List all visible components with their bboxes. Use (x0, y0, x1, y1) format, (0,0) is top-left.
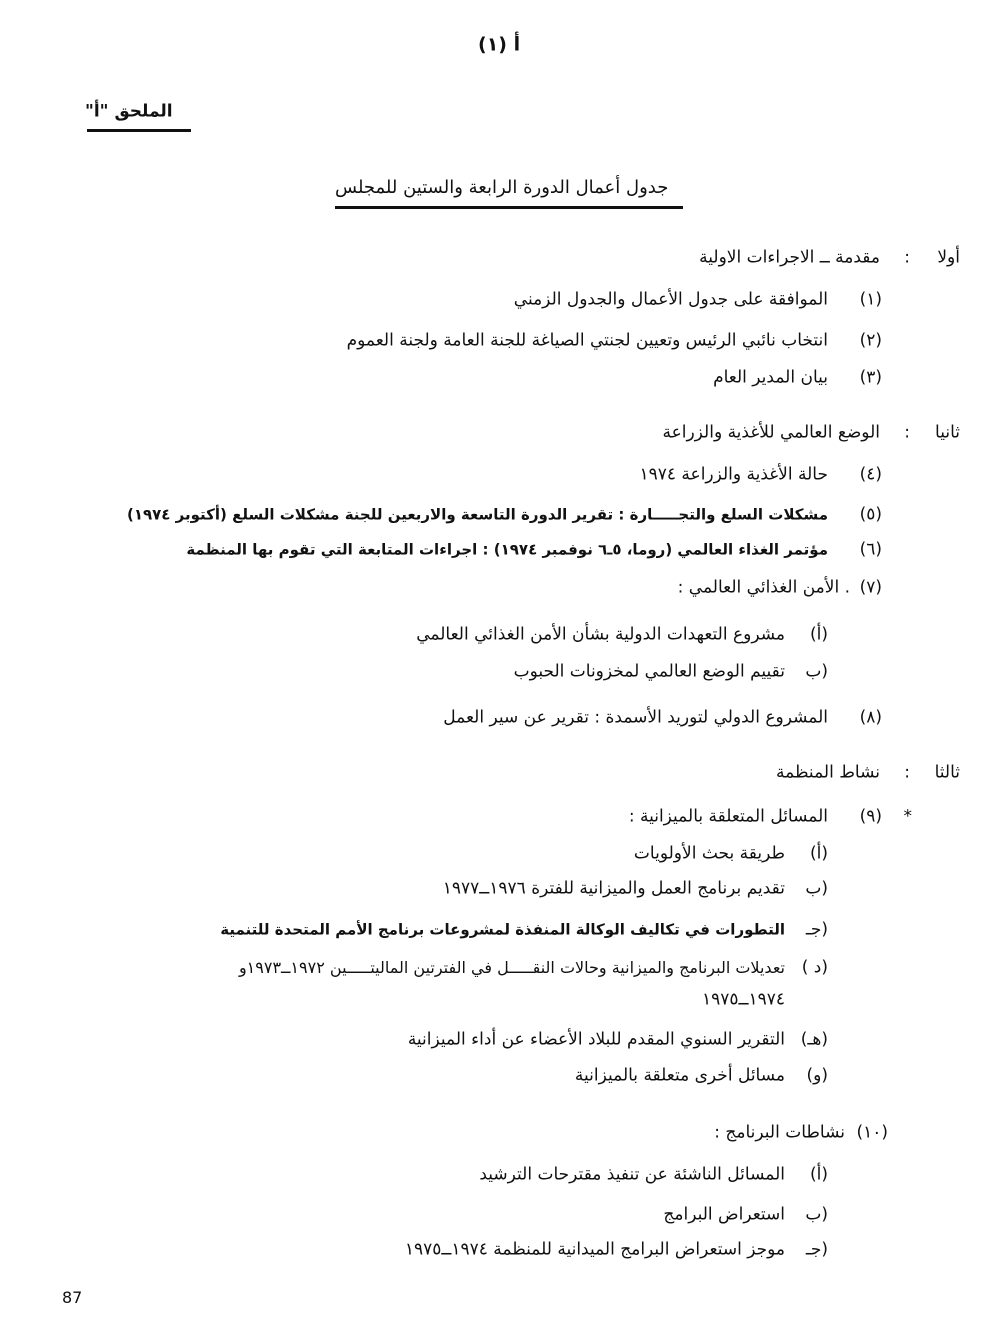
subitem-text: مشروع التعهدات الدولية بشأن الأمن الغذائي العالمي (416, 624, 785, 645)
item-number: (٦) (859, 539, 882, 560)
section-label: ثالثا (934, 762, 960, 783)
item-text: مشكلات السلع والتجـــــارة : تقرير الدورة التاسعة والاربعين للجنة مشكلات السلع (أكتوبر ١٩٧٤) (126, 505, 828, 524)
item-text: الموافقة على جدول الأعمال والجدول الزمني (513, 289, 828, 310)
subitem-text: تقييم الوضع العالمي لمخزونات الحبوب (513, 661, 785, 682)
subitem-text: مسائل أخرى متعلقة بالميزانية (574, 1065, 785, 1086)
page-number: 87 (62, 1288, 83, 1307)
asterisk-mark: * (903, 806, 912, 827)
subitem-number: (جـ (805, 919, 828, 940)
subitem-number: (أ) (810, 624, 828, 645)
item-number: (٣) (859, 367, 882, 388)
section-colon: : (904, 422, 910, 443)
item-number: (٥) (859, 504, 882, 525)
subitem-text: تعديلات البرنامج والميزانية وحالات النقـــــل في الفترتين الماليتـــــين ١٩٧٢ــ١٩٧٣و (238, 958, 785, 977)
agenda-heading: جدول أعمال الدورة الرابعة والستين للمجلس (335, 177, 669, 198)
item-text: المشروع الدولي لتوريد الأسمدة : تقرير عن سير العمل (443, 707, 828, 728)
item-number: (٢) (859, 330, 882, 351)
annex-title: الملحق "أ" (85, 101, 173, 122)
item-number: (١٠) (856, 1122, 888, 1143)
item-number: (٩) (859, 806, 882, 827)
subitem-text: موجز استعراض البرامج الميدانية للمنظمة ١٩٧٤ــ١٩٧٥ (404, 1239, 785, 1260)
subitem-text: استعراض البرامج (663, 1204, 785, 1225)
subitem-number: (ب (805, 878, 828, 899)
subitem-text-continuation: ١٩٧٤ــ١٩٧٥ (701, 989, 785, 1010)
item-number: (٧) (859, 577, 882, 598)
item-text: حالة الأغذية والزراعة ١٩٧٤ (639, 464, 828, 485)
page-marker: أ (١) (478, 33, 521, 56)
section-label: أولا (937, 247, 960, 268)
item-text: بيان المدير العام (713, 367, 828, 388)
item-number: (٤) (859, 464, 882, 485)
subitem-number: (جـ (805, 1239, 828, 1260)
heading-underline (335, 206, 683, 209)
subitem-number: (أ) (810, 843, 828, 864)
item-text: المسائل المتعلقة بالميزانية : (628, 806, 828, 827)
subitem-number: (أ) (810, 1164, 828, 1185)
subitem-text: التطورات في تكاليف الوكالة المنفذة لمشروعات برنامج الأمم المتحدة للتنمية (220, 920, 785, 939)
subitem-text: المسائل الناشئة عن تنفيذ مقترحات الترشيد (479, 1164, 785, 1185)
subitem-text: التقرير السنوي المقدم للبلاد الأعضاء عن أداء الميزانية (407, 1029, 785, 1050)
subitem-text: تقديم برنامج العمل والميزانية للفترة ١٩٧٦ــ١٩٧٧ (442, 878, 785, 899)
item-text: مؤتمر الغذاء العالمي (روما، ٥ـ٦ نوفمبر ١٩٧٤) : اجراءات المتابعة التي تقوم بها المنظمة (186, 540, 828, 559)
item-text: نشاطات البرنامج : (714, 1122, 845, 1143)
section-title: نشاط المنظمة (776, 762, 880, 783)
item-text: انتخاب نائبي الرئيس وتعيين لجنتي الصياغة للجنة العامة ولجنة العموم (346, 330, 828, 351)
section-title: الوضع العالمي للأغذية والزراعة (662, 422, 880, 443)
subitem-number: (ب (805, 1204, 828, 1225)
subitem-number: (ب (805, 661, 828, 682)
section-label: ثانيا (935, 422, 960, 443)
subitem-number: (هـ) (800, 1029, 828, 1050)
item-text: . الأمن الغذائي العالمي : (677, 577, 850, 598)
item-number: (١) (859, 289, 882, 310)
annex-underline (87, 129, 191, 132)
subitem-number: (و) (806, 1065, 828, 1086)
item-number: (٨) (859, 707, 882, 728)
section-colon: : (904, 762, 910, 783)
section-colon: : (904, 247, 910, 268)
subitem-text: طريقة بحث الأولويات (633, 843, 785, 864)
section-title: مقدمة ــ الاجراءات الاولية (699, 247, 880, 268)
subitem-number: (د ) (801, 957, 828, 978)
